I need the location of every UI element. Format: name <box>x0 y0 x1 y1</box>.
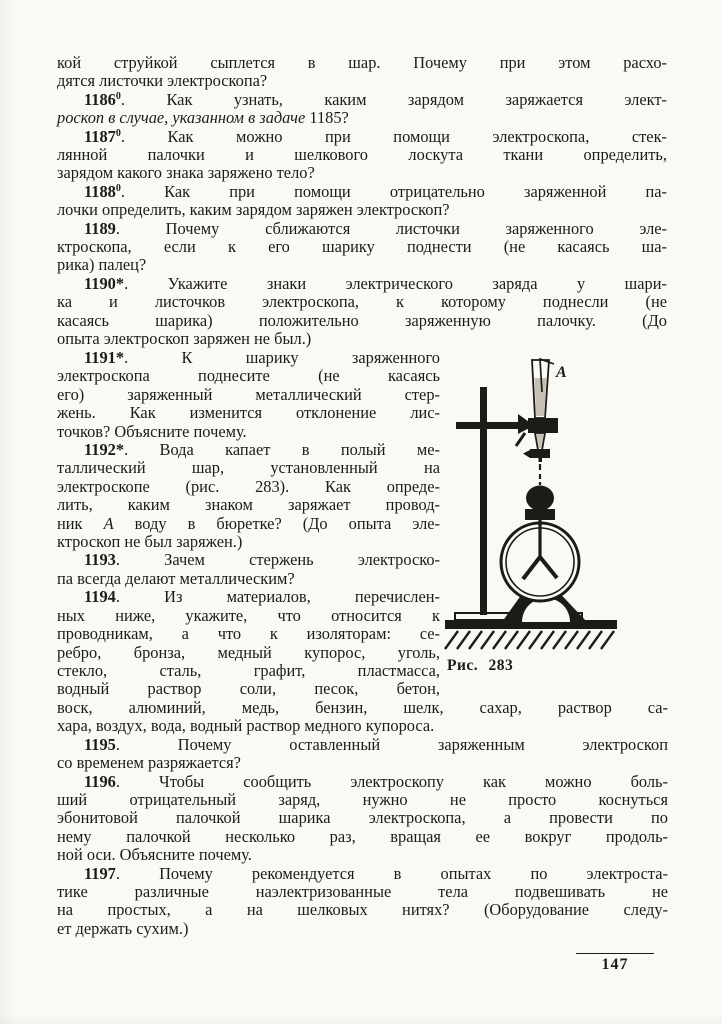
text-line <box>57 699 668 717</box>
text-line <box>57 256 667 274</box>
text-section-beside-figure <box>57 349 440 699</box>
text-run: 0 <box>115 90 121 102</box>
text-run: жень. Как изменится отклонение лис- <box>57 403 440 423</box>
text-run: . Почему рекомендуется в опытах по электроста- <box>115 863 668 883</box>
text-run: воск, алюминий, медь, бензин, шелк, сахар, раствор са- <box>57 698 668 717</box>
text-run: . Чтобы сообщить электроскопу как можно боль- <box>115 771 668 791</box>
text-run: воду в бюретке? (До опыта эле- <box>113 513 441 533</box>
text-line <box>57 238 667 256</box>
text-line <box>57 146 667 164</box>
text-run: нему палочкой несколько раз, вращая ее вокруг продоль- <box>57 826 668 846</box>
text-run: 1190* <box>84 273 125 293</box>
text-line <box>57 662 440 680</box>
text-line <box>57 183 667 201</box>
text-run: 1194 <box>84 587 116 607</box>
text-line <box>57 478 440 496</box>
text-line <box>57 533 440 551</box>
text-run: . Вода капает в полый ме- <box>124 440 440 460</box>
text-run: проводникам, а что к изоляторам: се- <box>57 624 440 644</box>
text-line <box>57 551 440 569</box>
text-run: . Почему оставленный заряженным электроскоп <box>115 734 668 754</box>
text-line <box>57 901 668 919</box>
text-run: роскоп в случае, указанном в задаче <box>57 108 310 128</box>
text-run: 1189 <box>84 218 116 238</box>
text-run: дятся листочки электроскопа? <box>57 71 268 91</box>
figure-caption: Рис. 283 <box>447 657 514 674</box>
text-run: лить, каким знаком заряжает провод- <box>57 495 440 515</box>
text-line <box>57 791 668 809</box>
text-line <box>57 496 440 514</box>
electroscope <box>501 486 579 602</box>
text-run: ший отрицательный заряд, нужно не просто коснуться <box>57 790 668 810</box>
text-line <box>57 680 440 698</box>
text-run: 1193 <box>84 550 116 570</box>
text-section-bottom <box>57 699 668 938</box>
text-line <box>57 330 667 348</box>
text-run: эбонитовой палочкой шарика электроскопа, а провести по <box>57 808 668 828</box>
text-run: лянной палочки и шелкового лоскута ткани определить, <box>57 145 667 165</box>
text-run: . Из материалов, перечислен- <box>115 587 440 607</box>
text-line <box>57 128 667 146</box>
stopcock <box>530 449 550 458</box>
text-run: на простых, а на шелковых нитях? (Оборудование следу- <box>57 900 668 920</box>
text-line <box>57 423 440 441</box>
clamp-block <box>528 418 558 433</box>
text-line <box>57 220 667 238</box>
text-line <box>57 91 667 109</box>
text-line <box>57 349 440 367</box>
text-line <box>57 54 667 72</box>
text-line <box>57 441 440 459</box>
text-run: лочки определить, каким зарядом заряжен электроскоп? <box>57 200 450 220</box>
text-run: касаясь шарика) положительно заряженную палочку. (До <box>57 310 667 330</box>
page-number-rule <box>576 953 654 954</box>
text-line <box>57 570 440 588</box>
text-run: ктроскопа, если к его шарику поднести (не касаясь ша- <box>57 237 667 257</box>
text-line <box>57 312 667 330</box>
text-run: 0 <box>115 182 121 194</box>
text-line <box>57 367 440 385</box>
text-run: 1196 <box>84 771 116 791</box>
wire-label: A <box>556 364 567 381</box>
text-line <box>57 588 440 606</box>
text-run: 1188 <box>84 181 116 201</box>
text-run: 1195 <box>84 734 116 754</box>
figure-illustration <box>444 352 679 652</box>
text-run: ник <box>57 513 104 533</box>
text-line <box>57 459 440 477</box>
text-line <box>57 736 668 754</box>
text-run: па всегда делают металлическим? <box>57 568 295 588</box>
text-run: хара, воздух, вода, водный раствор медного купороса. <box>57 716 435 736</box>
text-run: 1185? <box>309 108 349 128</box>
text-run: опыта электроскоп заряжен не был.) <box>57 329 312 349</box>
text-run: . Как можно при помощи электроскопа, стек- <box>120 126 667 146</box>
text-line <box>57 515 440 533</box>
text-run: . Почему сближаются листочки заряженного эле- <box>115 218 667 238</box>
text-line <box>57 828 668 846</box>
text-run: . К шарику заряженного <box>124 348 440 367</box>
text-line <box>57 164 667 182</box>
text-line <box>57 109 667 127</box>
text-line <box>57 404 440 422</box>
text-run: ной оси. Объясните почему. <box>57 845 252 865</box>
text-run: ребро, бронза, медный купорос, уголь, <box>57 642 440 662</box>
electroscope-cap <box>525 509 555 520</box>
text-section-top <box>57 54 667 349</box>
text-run: 1187 <box>84 126 116 146</box>
figure-283 <box>444 352 679 675</box>
ground <box>445 620 617 649</box>
text-run: электроскопе (рис. 283). Как опреде- <box>57 476 440 496</box>
text-run: . Как при помощи отрицательно заряженной па- <box>120 181 667 201</box>
text-line <box>57 920 668 938</box>
text-run: ных ниже, укажите, что относится к <box>57 605 440 625</box>
text-line <box>57 386 440 404</box>
text-line <box>57 754 668 772</box>
text-run: 1192* <box>84 440 125 460</box>
page-number: 147 <box>601 956 629 973</box>
text-line <box>57 201 667 219</box>
text-run: таллический шар, установленный на <box>57 458 440 478</box>
text-line <box>57 644 440 662</box>
text-run: рика) палец? <box>57 255 147 275</box>
text-run: А <box>103 513 114 533</box>
text-line <box>57 809 668 827</box>
text-line <box>57 773 668 791</box>
text-run: . Укажите знаки электрического заряда у шари- <box>124 273 667 293</box>
text-line <box>57 717 668 735</box>
text-run: тике различные наэлектризованные тела подвешивать не <box>57 882 668 902</box>
text-run: 1186 <box>84 89 116 109</box>
text-run: стекло, сталь, графит, пластмасса, <box>57 660 440 680</box>
text-run: ктроскоп не был заряжен.) <box>57 532 243 552</box>
text-run: его) заряженный металлический стер- <box>57 384 440 404</box>
text-line <box>57 625 440 643</box>
page-number-block <box>576 953 654 974</box>
text-run: ет держать сухим.) <box>57 918 189 938</box>
text-run: . Зачем стержень электроско- <box>115 550 440 570</box>
text-line <box>57 293 667 311</box>
text-line <box>57 865 668 883</box>
burette <box>523 359 567 462</box>
text-line <box>57 607 440 625</box>
text-run: электроскопа поднесите (не касаясь <box>57 366 440 386</box>
text-run: 0 <box>115 127 121 139</box>
text-run: . Как узнать, каким зарядом заряжается элект- <box>120 89 667 109</box>
text-line <box>57 275 667 293</box>
text-run: водный раствор соли, песок, бетон, <box>57 679 440 699</box>
text-line <box>57 846 668 864</box>
text-run: 1191* <box>84 348 125 367</box>
text-line <box>57 883 668 901</box>
metal-ball <box>526 486 554 511</box>
text-run: точков? Объясните почему. <box>57 421 247 441</box>
text-line <box>57 72 667 90</box>
text-run: 1197 <box>84 863 116 883</box>
text-run: кой струйкой сыплется в шар. Почему при этом расхо- <box>57 53 667 72</box>
text-run: со временем разряжается? <box>57 753 241 773</box>
text-run: ка и листочков электроскопа, к которому поднесли (не <box>57 292 667 312</box>
text-run: зарядом какого знака заряжено тело? <box>57 163 315 183</box>
